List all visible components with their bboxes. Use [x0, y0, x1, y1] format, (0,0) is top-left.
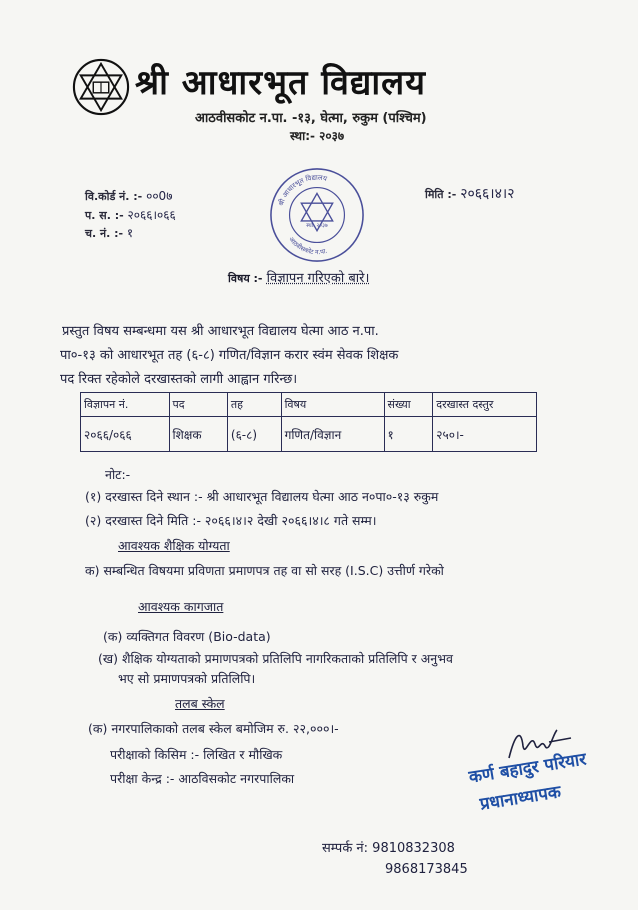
ps-number: [85, 206, 176, 223]
school-logo: [72, 58, 130, 116]
school-name: श्री आधारभूत विद्यालय: [135, 63, 426, 103]
contact-phone-2: 9868173845: [385, 862, 468, 877]
ref-code-value: ००0७: [146, 189, 173, 203]
salary-heading: तलब स्केल: [175, 696, 225, 711]
stamp-place: आठवीसकोट न.पा.: [287, 235, 329, 257]
document-item-2: (ख) शैक्षिक योग्यताको प्रमाणपत्रको प्रतिलिपि नागरिकताको प्रतिलिपि र अनुभव: [98, 651, 453, 666]
documents-heading: आवश्यक कागजात: [138, 599, 224, 614]
cn-number: [85, 224, 133, 241]
svg-text:श्री आधारभूत विद्यालय: [276, 173, 329, 207]
stamp-text: श्री आधारभूत विद्यालय: [277, 173, 328, 207]
note-date: (२) दरखास्त दिने मिति :- २०६६।४।२ देखी २०६६।४।८ गते सम्म।: [85, 513, 377, 528]
subject-value: विज्ञापन गरिएको बारे।: [266, 271, 370, 286]
col-header-post: पद: [169, 393, 227, 417]
cell-level: (६-८): [227, 417, 281, 452]
contact-line: [322, 838, 455, 856]
body-line-2: पा०-१३ को आधारभूत तह (६-८) गणित/विज्ञान करार स्वंम सेवक शिक्षक: [60, 348, 399, 363]
table-header-row: [81, 393, 537, 417]
col-header-count: संख्या: [384, 393, 433, 417]
stamp-estd: स्था. २०३७: [306, 222, 328, 229]
col-header-level: तह: [227, 393, 281, 417]
exam-center: परीक्षा केन्द्र :- आठविसकोट नगरपालिका: [110, 771, 295, 786]
cell-fee: २५०।-: [433, 417, 537, 452]
school-stamp: [268, 166, 366, 264]
date-label: मिति :-: [425, 188, 457, 201]
ref-code: [85, 187, 172, 204]
subject-line: [228, 268, 369, 286]
table-row: [81, 417, 537, 452]
ref-code-label: वि.कोर्ड नं. :-: [85, 190, 143, 203]
contact-phone-1: 9810832308: [372, 841, 455, 856]
cell-count: १: [384, 417, 433, 452]
cell-post: शिक्षक: [169, 417, 227, 452]
cell-subject: गणित/विज्ञान: [281, 417, 384, 452]
qualification-heading: आवश्यक शैक्षिक योग्यता: [118, 538, 230, 553]
ps-value: २०६६।०६६: [127, 208, 176, 222]
cn-label: च. नं. :-: [85, 227, 124, 240]
col-header-fee: दरखास्त दस्तुर: [433, 393, 537, 417]
qualification-item: क) सम्बन्धित विषयमा प्रविणता प्रमाणपत्र तह वा सो सरह (I.S.C) उत्तीर्ण गरेको: [85, 563, 444, 578]
cell-ad-number: २०६६/०६६: [81, 417, 170, 452]
col-header-subject: विषय: [281, 393, 384, 417]
salary-scale: (क) नगरपालिकाको तलब स्केल बमोजिम रु. २२,०००।-: [88, 721, 339, 736]
subject-label: विषय :-: [228, 272, 263, 285]
date-value: २०६६।४।२: [460, 186, 515, 202]
body-line-3: पद रिक्त रहेकोले दरखास्तको लागी आह्वान गरिन्छ।: [60, 372, 298, 387]
principal-name: कर्ण बहादुर परियार: [467, 749, 588, 788]
exam-type: परीक्षाको किसिम :- लिखित र मौखिक: [110, 747, 283, 762]
notes-title: नोट:-: [105, 467, 131, 482]
established-year: स्था:- २०३७: [290, 129, 345, 143]
ps-label: प. स. :-: [85, 209, 124, 222]
col-header-ad-number: विज्ञापन नं.: [81, 393, 170, 417]
vacancy-table: [80, 392, 537, 452]
svg-text:आठवीसकोट न.पा.: [287, 235, 328, 256]
document-item-1: (क) व्यक्तिगत विवरण (Bio-data): [103, 629, 271, 644]
body-line-1: प्रस्तुत विषय सम्बन्धमा यस श्री आधारभूत विद्यालय घेत्मा आठ न.पा.: [62, 324, 379, 339]
principal-title: प्रधानाध्यापक: [478, 782, 563, 815]
cn-value: १: [126, 226, 134, 240]
date-line: [425, 184, 514, 203]
school-address: आठवीसकोट न.पा. -१३, घेत्मा, रुकुम (पश्चिम): [195, 111, 427, 126]
document-item-2-cont: भए सो प्रमाणपत्रको प्रतिलिपि।: [118, 671, 256, 686]
note-place: (१) दरखास्त दिने स्थान :- श्री आधारभूत विद्यालय घेत्मा आठ न०पा०-१३ रुकुम: [85, 489, 439, 504]
contact-label: सम्पर्क नं:: [322, 841, 369, 856]
